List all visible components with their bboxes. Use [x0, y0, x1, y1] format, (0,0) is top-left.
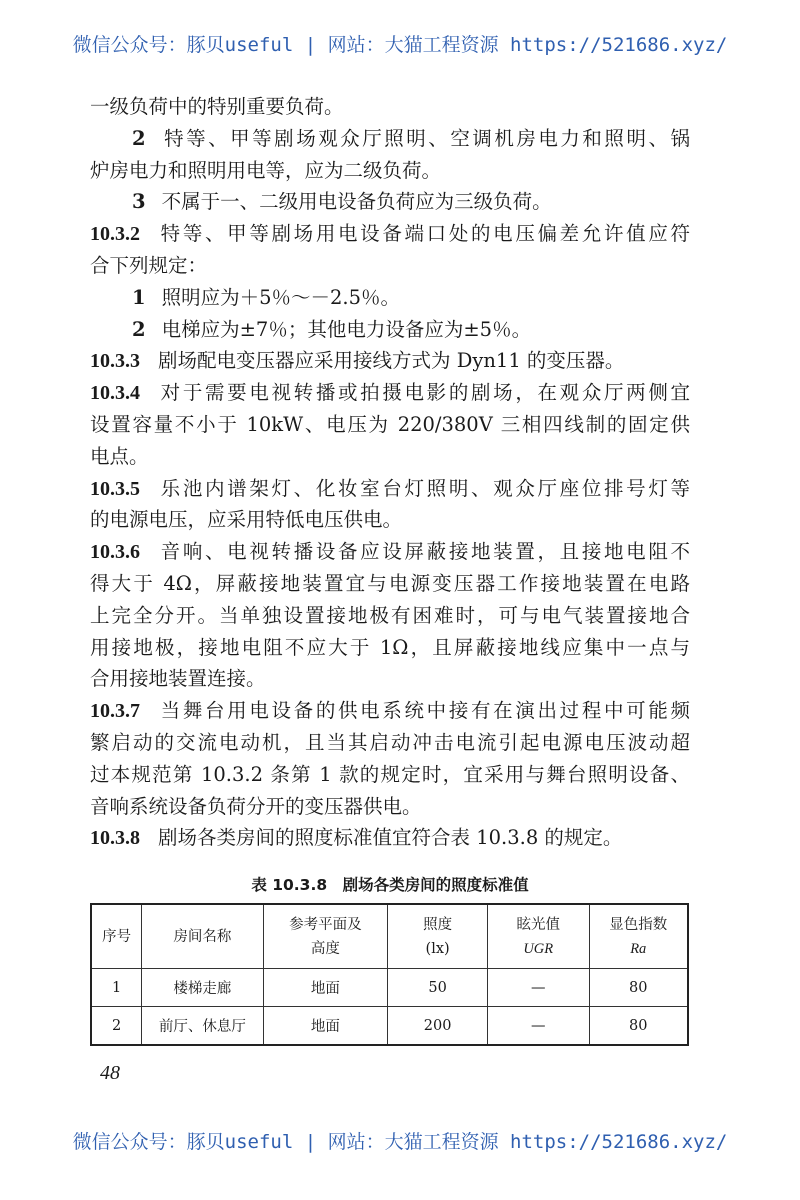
clause-number: 10.3.5 — [90, 477, 140, 500]
header-line-1: 显色指数 — [609, 916, 668, 933]
clause-line — [90, 345, 690, 377]
clause-line — [90, 218, 690, 250]
line-text: 过本规范第 10.3.2 条第 1 款的规定时，宜采用与舞台照明设备、 — [90, 762, 690, 786]
text-line — [90, 568, 690, 600]
table-cell: 200 — [388, 1007, 488, 1046]
line-text: 设置容量不小于 10kW、电压为 220/380V 三相四线制的固定供 — [90, 412, 690, 436]
clause-number: 10.3.3 — [90, 350, 140, 373]
clause-number: 10.3.8 — [90, 827, 140, 850]
header-line-1: 照度 — [423, 916, 453, 933]
line-text: 不属于一、二级用电设备负荷应为三级负荷。 — [161, 190, 552, 214]
table-cell: 2 — [91, 1007, 142, 1046]
item-number: 1 — [132, 285, 146, 309]
line-text: 繁启动的交流电动机，且当其启动冲击电流引起电源电压波动超 — [90, 730, 690, 754]
line-text: 音响系统设备负荷分开的变压器供电。 — [90, 794, 422, 818]
table-row — [91, 969, 688, 1007]
line-text: 炉房电力和照明用电等，应为二级负荷。 — [90, 158, 442, 182]
column-header — [589, 904, 688, 969]
table-cell: 80 — [589, 1007, 688, 1046]
table-row — [91, 1007, 688, 1046]
clause-line — [90, 695, 690, 727]
item-number: 3 — [132, 190, 146, 214]
item-number: 2 — [132, 317, 146, 341]
text-line — [90, 600, 690, 632]
line-text: 音响、电视转播设备应设屏蔽接地装置，且接地电阻不 — [158, 540, 690, 564]
table-cell: 50 — [388, 969, 488, 1007]
table-cell: — — [487, 1007, 589, 1046]
line-text: 得大于 4Ω，屏蔽接地装置宜与电源变压器工作接地装置在电路 — [90, 571, 690, 595]
line-text: 剧场配电变压器应采用接线方式为 Dyn11 的变压器。 — [158, 349, 625, 373]
text-line — [90, 791, 690, 823]
document-body — [90, 91, 690, 854]
table-cell: 地面 — [263, 969, 388, 1007]
column-header — [263, 904, 388, 969]
line-text: 剧场各类房间的照度标准值宜符合表 10.3.8 的规定。 — [158, 826, 623, 850]
header-line-2: Ra — [630, 940, 647, 957]
table-cell: — — [487, 969, 589, 1007]
line-text: 电点。 — [90, 444, 149, 468]
header-line-1: 序号 — [102, 928, 132, 945]
header-line-1: 参考平面及 — [289, 916, 362, 933]
table-caption: 表 10.3.8 剧场各类房间的照度标准值 — [251, 876, 529, 894]
header-line-2: 高度 — [310, 940, 340, 957]
clause-number: 10.3.6 — [90, 541, 140, 564]
illuminance-table — [90, 903, 689, 1046]
table-header-row — [91, 904, 688, 969]
table-cell: 80 — [589, 969, 688, 1007]
text-line — [90, 504, 690, 536]
text-line — [90, 155, 690, 187]
clause-number: 10.3.4 — [90, 382, 140, 405]
line-text: 电梯应为±7％；其他电力设备应为±5％。 — [161, 317, 532, 341]
text-line — [90, 91, 690, 123]
clause-line — [90, 377, 690, 409]
clause-line — [90, 473, 690, 505]
column-header — [142, 904, 263, 969]
text-line — [90, 314, 690, 346]
table-cell: 1 — [91, 969, 142, 1007]
line-text: 合下列规定： — [90, 253, 208, 277]
clause-line — [90, 536, 690, 568]
clause-number: 10.3.2 — [90, 223, 140, 246]
header-line-1: 眩光值 — [516, 916, 560, 933]
table-cell: 地面 — [263, 1007, 388, 1046]
text-line — [90, 759, 690, 791]
table-cell: 前厅、休息厅 — [142, 1007, 263, 1046]
header-line-2: (lx) — [425, 940, 450, 957]
line-text: 当舞台用电设备的供电系统中接有在演出过程中可能频 — [158, 699, 690, 723]
text-line — [90, 123, 690, 155]
line-text: 照明应为＋5％～－2.5％。 — [161, 285, 400, 309]
line-text: 一级负荷中的特别重要负荷。 — [90, 95, 344, 118]
line-text: 特等、甲等剧场观众厅照明、空调机房电力和照明、锅 — [161, 126, 690, 150]
text-line — [90, 632, 690, 664]
header-line-2: UGR — [523, 940, 554, 957]
column-header — [388, 904, 488, 969]
text-line — [90, 409, 690, 441]
line-text: 用接地极，接地电阻不应大于 1Ω，且屏蔽接地线应集中一点与 — [90, 635, 690, 659]
column-header — [91, 904, 142, 969]
line-text: 对于需要电视转播或拍摄电影的剧场，在观众厅两侧宜 — [158, 381, 690, 405]
column-header — [487, 904, 589, 969]
page-number: 48 — [100, 1062, 120, 1084]
text-line — [90, 727, 690, 759]
header-line-1: 房间名称 — [173, 928, 232, 945]
watermark-bottom: 微信公众号：豚贝useful | 网站：大猫工程资源 https://521686.xyz/ — [72, 1131, 728, 1153]
line-text: 合用接地装置连接。 — [90, 667, 266, 691]
line-text: 乐池内谱架灯、化妆室台灯照明、观众厅座位排号灯等 — [158, 476, 690, 500]
text-line — [90, 250, 690, 282]
item-number: 2 — [132, 126, 146, 150]
line-text: 的电源电压，应采用特低电压供电。 — [90, 508, 403, 532]
line-text: 上完全分开。当单独设置接地极有困难时，可与电气装置接地合 — [90, 603, 690, 627]
text-line — [90, 663, 690, 695]
line-text: 特等、甲等剧场用电设备端口处的电压偏差允许值应符 — [158, 222, 690, 246]
clause-number: 10.3.7 — [90, 700, 140, 723]
text-line — [90, 282, 690, 314]
watermark-top: 微信公众号：豚贝useful | 网站：大猫工程资源 https://521686.xyz/ — [72, 34, 728, 56]
text-line — [90, 441, 690, 473]
text-line — [90, 186, 690, 218]
clause-line — [90, 822, 690, 854]
table-cell: 楼梯走廊 — [142, 969, 263, 1007]
